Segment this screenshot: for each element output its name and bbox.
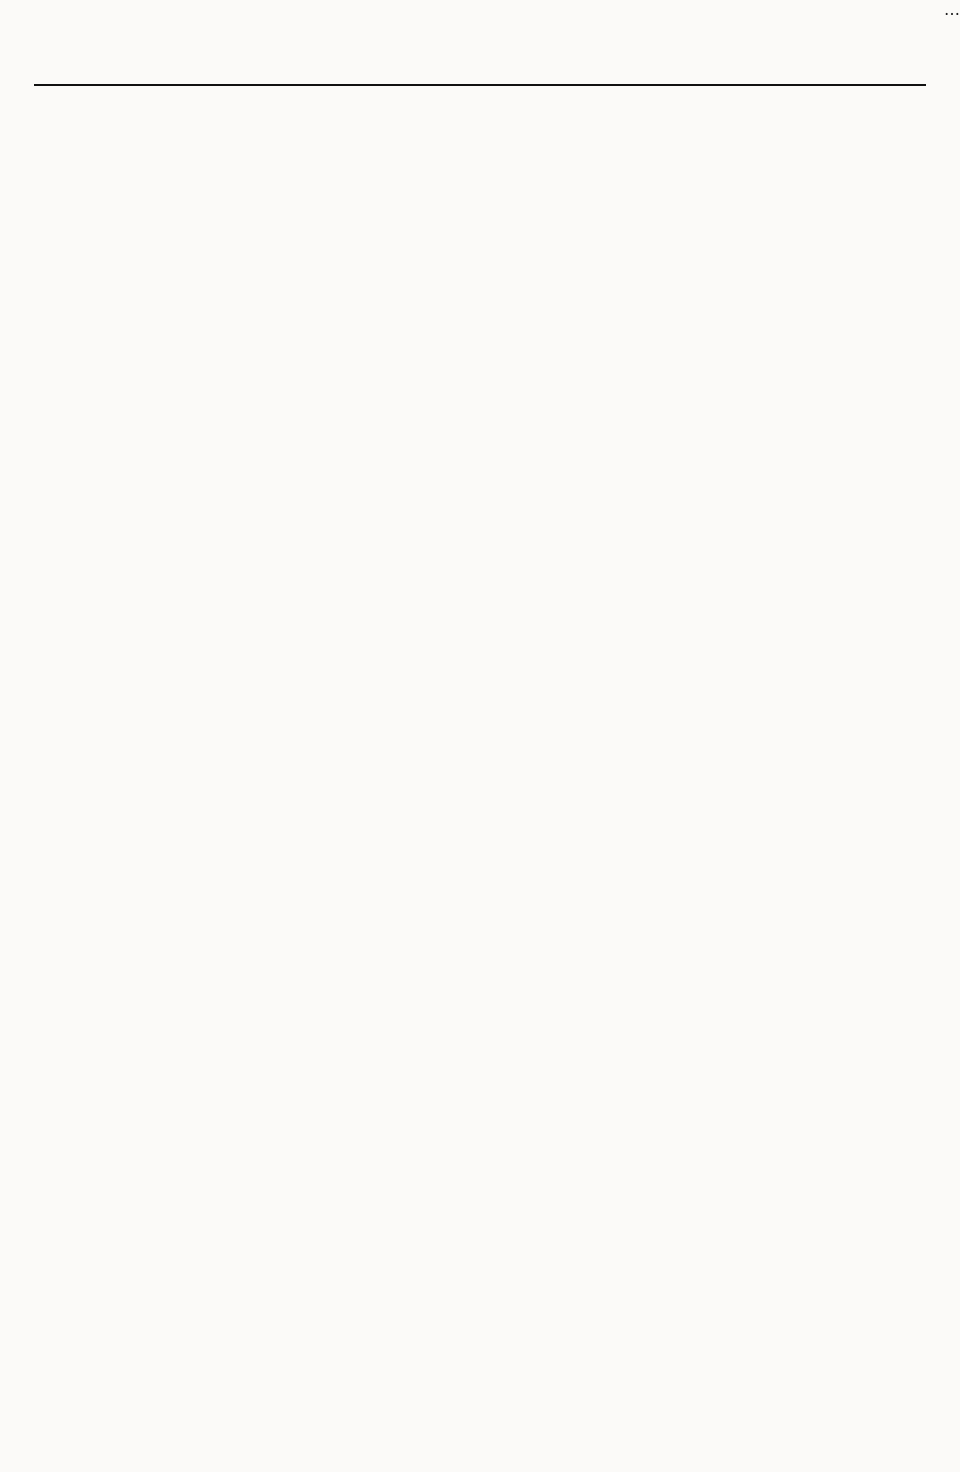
right-column [509,108,924,174]
header-rule [34,84,926,86]
page: … [0,0,960,1472]
paragraph-gap [509,154,924,174]
paragraph-gap [509,108,924,154]
